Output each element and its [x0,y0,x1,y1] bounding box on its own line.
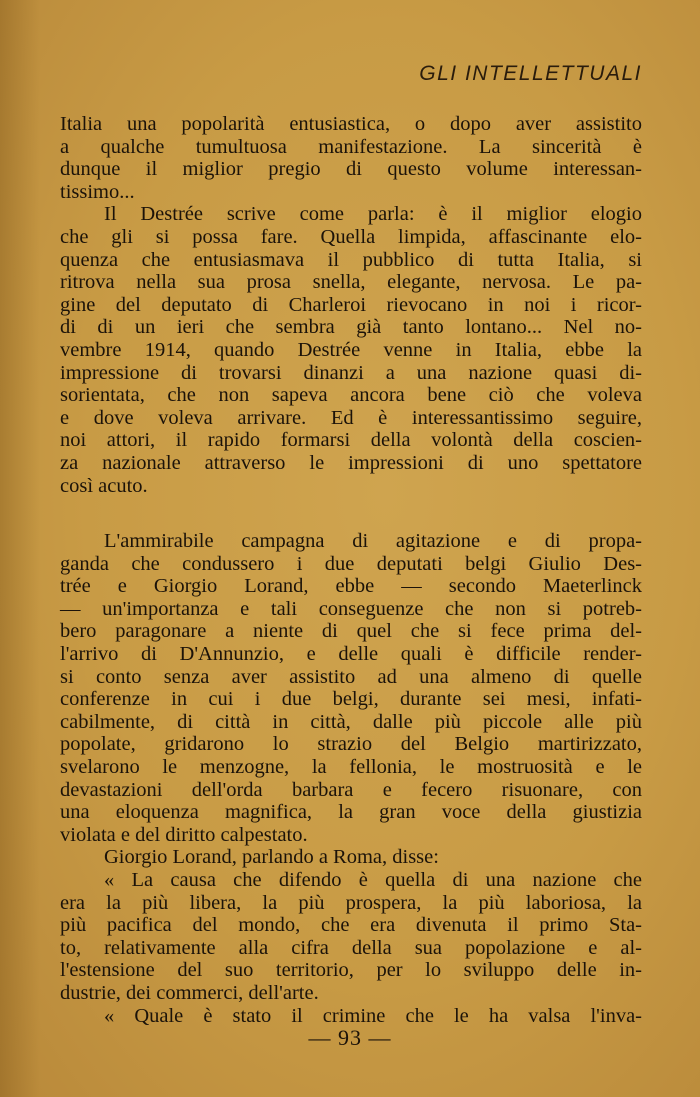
text-line: ritrova nella sua prosa snella, elegante, nervosa. Le pa- [60,271,642,294]
text-line: una eloquenza magnifica, la gran voce della giustizia [60,801,642,824]
text-line: era la più libera, la più prospera, la più laboriosa, la [60,891,642,914]
text-line: to, relativamente alla cifra della sua popolazione e al- [60,936,642,959]
text-line: violata e del diritto calpestato. [60,823,308,846]
text-line: popolate, gridarono lo strazio del Belgio martirizzato, [60,733,642,756]
text-line: di di un ieri che sembra già tanto lontano... Nel no- [60,316,642,339]
text-line: trée e Giorgio Lorand, ebbe — secondo Maeterlinck [60,575,642,598]
text-line: « La causa che difendo è quella di una nazione che [104,869,642,891]
text-line: Il Destrée scrive come parla: è il miglior elogio [104,203,642,226]
text-line: Italia una popolarità entusiastica, o dopo aver assistito [60,113,642,135]
body-text [60,113,642,1027]
text-line: a qualche tumultuosa manifestazione. La sincerità è [60,135,642,158]
running-head: GLI INTELLETTUALI [419,62,642,85]
text-line: « Quale è stato il crimine che le ha valsa l'inva- [104,1004,642,1027]
text-line: quenza che entusiasmava il pubblico di tutta Italia, si [60,248,642,271]
text-line: cabilmente, di città in città, dalle più piccole alle più [60,710,642,733]
text-line: devastazioni dell'orda barbara e fecero risuonare, con [60,778,642,801]
paragraph-gap [60,497,642,530]
text-line: si conto senza aver assistito ad una almeno di quelle [60,665,642,688]
text-line: dunque il miglior pregio di questo volume interessan- [60,158,642,181]
page-number: — 93 — [308,1025,392,1050]
text-line: gine del deputato di Charleroi rievocano in noi i ricor- [60,293,642,316]
text-line: così acuto. [60,474,148,497]
text-line: ganda che condussero i due deputati belgi Giulio Des- [60,552,642,575]
text-line: L'ammirabile campagna di agitazione e di propa- [104,530,642,553]
text-line: za nazionale attraverso le impressioni di uno spettatore [60,451,642,474]
text-line: conferenze in cui i due belgi, durante sei mesi, infati- [60,688,642,711]
text-line: l'estensione del suo territorio, per lo sviluppo delle in- [60,959,642,982]
text-line: più pacifica del mondo, che era divenuta il primo Sta- [60,914,642,937]
text-line: l'arrivo di D'Annunzio, e delle quali è difficile render- [60,643,642,666]
text-line: e dove voleva arrivare. Ed è interessantissimo seguire, [60,406,642,429]
text-line: Giorgio Lorand, parlando a Roma, disse: [104,846,439,869]
text-line: — un'importanza e tali conseguenze che non si potreb- [60,597,642,620]
text-line: impressione di trovarsi dinanzi a una nazione quasi di- [60,361,642,384]
text-line: che gli si possa fare. Quella limpida, affascinante elo- [60,225,642,248]
text-line: dustrie, dei commerci, dell'arte. [60,981,319,1004]
text-line: svelarono le menzogne, la fellonia, le mostruosità e le [60,756,642,779]
text-line: noi attori, il rapido formarsi della volontà della coscien- [60,429,642,452]
text-line: vembre 1914, quando Destrée venne in Italia, ebbe la [60,338,642,361]
text-line: sorientata, che non sapeva ancora bene ciò che voleva [60,384,642,407]
text-line: bero paragonare a niente di quel che si fece prima del- [60,620,642,643]
text-line: tissimo... [60,180,135,203]
